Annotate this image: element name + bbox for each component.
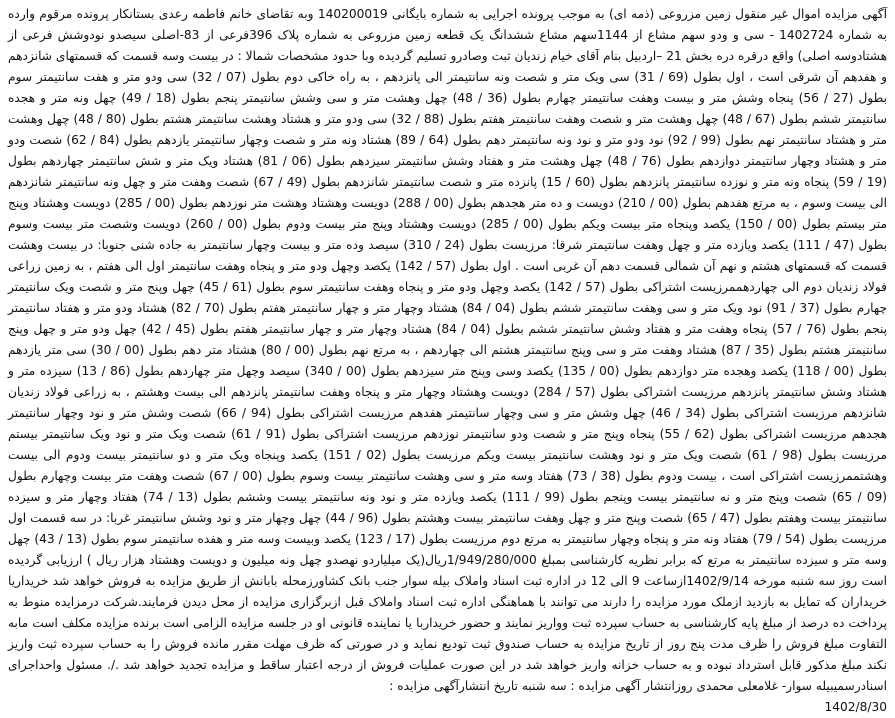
- notice-publish-date: 1402/8/30: [824, 700, 887, 714]
- notice-body: [8, 4, 887, 697]
- notice-publish-date-line: [8, 697, 887, 718]
- notice-body-text: آگهی مزایده اموال غیر منقول زمین مزروعی (ذمه ای) به موجب پرونده اجرایی به شماره بایگانی 140200019 وبه تقاضای خانم فاطمه رعدی بستانکار پرونده مرقوم وارده به شماره 1402724 - سی و ودو سهم مشاع از 1144سهم مشاع ششدانگ یک قطعه زمین مزروعی به شماره پلاک 396فرعی از 83-اصلی سیصدو نودوشش فرعی از هشتادوسه اصلی) واقع درقره دره بخش 21 –اردبیل بنام آقای خیام زندیان ثبت وصادرو تسلیم گردیده وبا حدود مشخصات شمالا : در بیست وسه قسمت که قسمتهای شانزدهم و هفدهم آن شرقی است ، اول بطول (69 / 31) سی ویک متر و شصت ونه سانتیمتر الی پانزدهم ، به راه خاکی دوم بطول (07 / 32) سی ودو متر و هفت سانتیمتر سوم بطول (27 / 56) پنجاه وشش متر و بیست وهفت سانتیمتر چهارم بطول (36 / 48) چهل وهشت متر و سی وشش سانتیمتر پنجم بطول (18 / 49) چهل ونه متر و هجده سانتیمتر ششم بطول (67 / 48) چهل وهشت متر و شصت وهفت سانتیمتر هفتم بطول (88 / 32) سی ودو متر و هشتاد وهشت سانتیمتر هشتم بطول (80 / 48) چهل وهشت متر و هشتاد سانتیمتر نهم بطول (99 / 92) نود ودو متر و نود ونه سانتیمتر دهم بطول (64 / 89) هشتاد ونه متر و شصت وچهار سانتیمتر یازدهم بطول (84 / 62) شصت ودو متر و هشتاد وچهار سانتیمتر دوازدهم بطول (76 / 48) چهل وهشت متر و هفتاد وشش سانتیمتر سیزدهم بطول (06 / 81) هشتاد ویک متر و شش سانتیمتر چهاردهم بطول (19 / 59) پنجاه ونه متر و نوزده سانتیمتر پانزدهم بطول (60 / 15) پانزده متر و شصت سانتیمتر شانزدهم بطول (49 / 67) شصت وهفت متر و چهل ونه سانتیمتر شانزدهم الی بیست وسوم ، به مرتع هفدهم بطول (00 / 210) دویست و ده متر هجدهم بطول (00 / 288) دویست وهشتاد وهشت متر نوزدهم بطول (00 / 285) دویست وهشتاد وپنج متر بیستم بطول (00 / 150) یکصد وپنجاه متر بیست ویکم بطول (00 / 285) دویست وهشتاد وپنج متر بیست ودوم بطول (00 / 260) دویست وشصت متر بیست وسوم بطول (47 / 111) یکصد ویازده متر و چهل وهفت سانتیمتر شرقا: مرزیست بطول (24 / 310) سیصد وده متر و بیست وچهار سانتیمتر به جاده شنی جنوبا: در بیست وهشت قسمت که قسمتهای هشتم و نهم آن شمالی قسمت دهم آن غربی است . اول بطول (57 / 142) یکصد وچهل ودو متر و پنجاه وهفت سانتیمتر اول الی هفتم ، به زمین زراعی فولاد زندیان دوم الی چهاردهممرزیست اشتراکی بطول (57 / 142) یکصد وچهل ودو متر و پنجاه وهفت سانتیمتر سوم بطول (61 / 45) چهل وپنج متر و شصت ویک سانتیمتر چهارم بطول (37 / 91) نود ویک متر و سی وهفت سانتیمتر ششم بطول (04 / 84) هشتاد وچهار متر و چهار سانتیمتر هفتم بطول (70 / 82) هشتاد ودو متر و هفتاد سانتیمتر پنجم بطول (76 / 57) پنجاه وهفت متر و هفتاد وشش سانتیمتر ششم بطول (04 / 84) هشتاد وچهار متر و چهار سانتیمتر هفتم بطول (45 / 42) چهل ودو متر و چهل وپنج سانتیمتر هشتم بطول (35 / 87) هشتاد وهفت متر و سی وپنج سانتیمتر هشتم الی چهاردهم ، به مرتع نهم بطول (00 / 80) هشتاد متر دهم بطول (00 / 30) سی متر یازدهم بطول (00 / 118) یکصد وهجده متر دوازدهم بطول (00 / 135) یکصد وسی وپنج متر سیزدهم بطول (00 / 340) سیصد وچهل متر چهاردهم بطول (86 / 13) سیزده متر و هشتاد وشش سانتیمتر پانزدهم مرزیست اشتراکی بطول (57 / 284) دویست وهشتاد وچهار متر و پنجاه وهفت سانتیمتر پانزدهم الی بیست وهشتم ، به زراعی فولاد زندیان شانزدهم مرزیست اشتراکی بطول (34 / 46) چهل وشش متر و سی وچهار سانتیمتر هفدهم مرزیست اشتراکی بطول (94 / 66) شصت وشش متر و نود وچهار سانتیمتر هجدهم مرزیست اشتراکی بطول (62 / 55) پنجاه وپنج متر و شصت ودو سانتیمتر نوزدهم مرزیست اشتراکی بطول (91 / 61) شصت ویک متر و نود ویک سانتیمتر بیستم مرزیست بطول (98 / 61) شصت ویک متر و نود وهشت سانتیمتر بیست ویکم مرزیست بطول (02 / 151) یکصد وپنجاه ویک متر و دو سانتیمتر بیست ودوم الی بیست وهشتممرزیست اشتراکی است ، بیست ودوم بطول (38 / 73) هفتاد وسه متر و سی وهشت سانتیمتر بیست وسوم بطول (00 / 67) شصت وهفت متر بیست وچهارم بطول (09 / 65) شصت وپنج متر و نه سانتیمتر بیست وپنجم بطول (99 / 111) یکصد ویازده متر و نود ونه سانتیمتر بیست وششم بطول (13 / 74) هفتاد وچهار متر و سیزده سانتیمتر بیست وهفتم بطول (47 / 65) شصت وپنج متر و چهل وهفت سانتیمتر بیست وهشتم بطول (96 / 44) چهل وچهار متر و نود وشش سانتیمتر غربا: در سه قسمت اول مرزیست بطول (54 / 79) هفتاد ونه متر و پنجاه وچهار سانتیمتر به مرتع دوم مرزیست بطول (17 / 123) یکصد وبیست وسه متر و هفده سانتیمتر سوم بطول (13 / 43) چهل وسه متر و سیزده سانتیمتر به مرتع که برابر نظریه کارشناسی بمبلغ 1/949/280/000ریال(یک میلیاردو نهصدو چهل ونه میلیون و دویست وهشتاد هزار ریال ) ارزیابی گردیده است روز سه شنبه مورخه 1402/9/14ازساعت 9 الی 12 در اداره ثبت اسناد واملاک بیله سوار جنب بانک کشاورزمحله بابانش از طریق مزایده به فروش خواهد شد خریداریا خریداران که تمایل به بازدید ازملک مورد مزایده را دارند می توانند با هماهنگی اداره ثبت اسناد واملاک قبل ازبرگزاری مزایده از محل دیدن فرمایند.شرکت درمزایده منوط به پرداخت ده درصد از مبلغ پایه کارشناسی به حساب سپرده ثبت وواریز نمایند و حضور خریداربا یا نماینده قانونی او در جلسه مزایده الزامی است برنده مزایده مکلف است مابه التفاوت مبلغ فروش را ظرف مدت پنج روز از تاریخ مزایده به حساب صندوق ثبت تودیع نماید و در صورتی که ظرف مهلت مقرر مانده فروش را به حساب سپرده ثبت واریز نکند مبلغ مذکور قابل استرداد نبوده و به حساب خزانه واریز خواهد شد در این صورت عملیات فروش از درجه اعتبار ساقط و مزایده تجدید خواهد شد ./. مسئول واحداجرای اسنادرسمیبیله سوار- غلامعلی محمدی روزانتشار آگهی مزایده : سه شنبه تاریخ انتشارآگهی مزایده :: [8, 7, 888, 693]
